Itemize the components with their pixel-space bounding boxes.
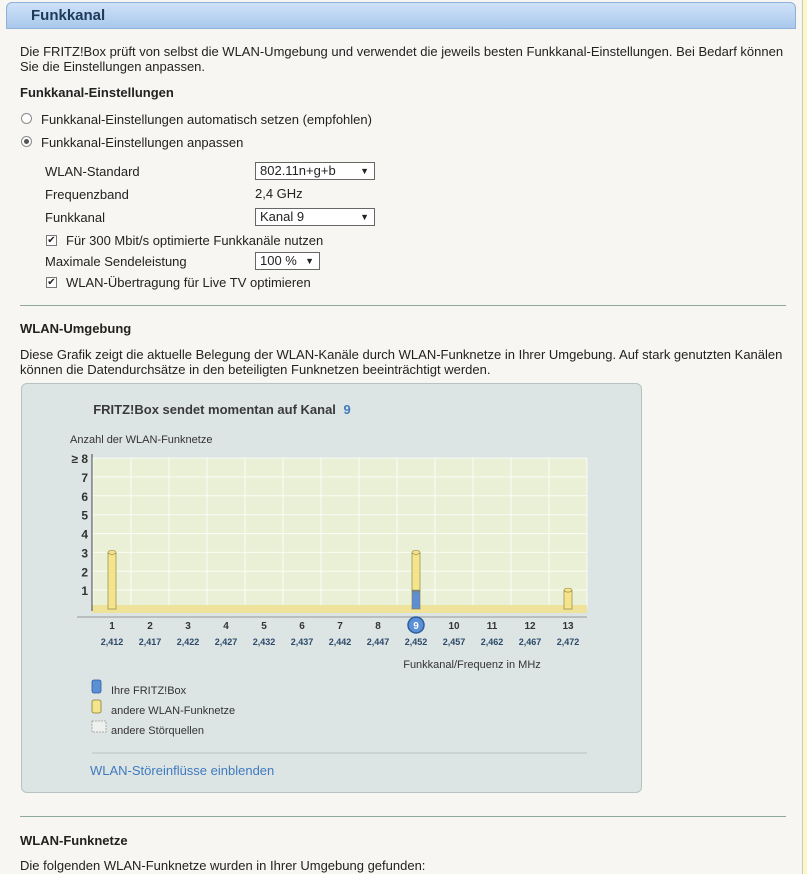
chart-title-channel: 9 xyxy=(343,402,351,417)
legend-label-interference: andere Störquellen xyxy=(111,725,204,737)
radio-auto-label[interactable]: Funkkanal-Einstellungen automatisch setzen (empfohlen) xyxy=(41,112,372,127)
x-axis-label: Funkkanal/Frequenz in MHz xyxy=(403,659,541,671)
x-tick-label: 6 xyxy=(299,621,305,632)
x-tick-label: 11 xyxy=(486,621,498,632)
wlan-standard-value: 802.11n+g+b xyxy=(260,163,336,178)
chart-legend xyxy=(92,680,235,737)
x-tick-label: 2 xyxy=(147,621,153,632)
frequency-label: 2,447 xyxy=(366,637,390,647)
wlan-standard-select[interactable] xyxy=(255,162,375,180)
chart-title xyxy=(93,402,351,417)
chevron-down-icon: ▼ xyxy=(305,256,314,266)
x-tick-label: 10 xyxy=(448,621,460,632)
bar-others-top xyxy=(564,588,572,592)
opt300-label[interactable]: Für 300 Mbit/s optimierte Funkkanäle nutzen xyxy=(66,233,324,248)
y-tick-label: ≥ 8 xyxy=(71,452,88,466)
y-tick-label: 7 xyxy=(81,470,88,485)
frequency-label: 2,437 xyxy=(290,637,314,647)
y-tick-label: 6 xyxy=(81,489,88,504)
frequency-label: 2,467 xyxy=(518,637,542,647)
frequency-label: 2,442 xyxy=(328,637,352,647)
frequency-label: 2,422 xyxy=(176,637,200,647)
x-tick-label: 13 xyxy=(562,621,574,632)
frequency-label: 2,427 xyxy=(214,637,238,647)
panel-header xyxy=(6,2,796,29)
bar-others xyxy=(108,552,116,609)
x-tick-label: 3 xyxy=(185,621,191,632)
intro-text: Die FRITZ!Box prüft von selbst die WLAN-Umgebung und verwendet die jeweils besten Funkkanal-Einstellungen. Bei Bedarf können Sie die Einstellungen anpassen. xyxy=(20,44,784,74)
y-tick-label: 3 xyxy=(81,546,88,561)
floor-band xyxy=(92,605,587,613)
channel-value: Kanal 9 xyxy=(260,209,305,224)
y-tick-label: 5 xyxy=(81,508,88,523)
chart-title-text: FRITZ!Box sendet momentan auf Kanal xyxy=(93,402,336,417)
channel-label: Funkkanal xyxy=(45,210,105,225)
chevron-down-icon: ▼ xyxy=(360,166,369,176)
x-tick-label: 5 xyxy=(261,621,267,632)
bar-others-top xyxy=(108,550,116,554)
legend-label-others: andere WLAN-Funknetze xyxy=(111,705,236,717)
livetv-label[interactable]: WLAN-Übertragung für Live TV optimieren xyxy=(66,275,311,290)
opt300-checkbox[interactable]: ✔ xyxy=(47,235,56,246)
frequency-value: 2,4 GHz xyxy=(255,186,303,201)
environment-text: Diese Grafik zeigt die aktuelle Belegung der WLAN-Kanäle durch WLAN-Funknetze in Ihrer Umgebung. Auf stark genutzten Kanälen können die Datendurchsätze in den beteiligten Funknetzen beeinträchtigt werden. xyxy=(20,347,783,377)
frequency-label: Frequenzband xyxy=(45,187,129,202)
wlan-chart-box xyxy=(21,383,642,793)
frequency-label: 2,472 xyxy=(556,637,580,647)
divider xyxy=(20,816,786,817)
chevron-down-icon: ▼ xyxy=(360,212,369,222)
power-label: Maximale Sendeleistung xyxy=(45,254,187,269)
y-tick-label: 4 xyxy=(81,527,88,542)
legend-label-own: Ihre FRITZ!Box xyxy=(111,685,187,697)
radio-auto[interactable] xyxy=(21,113,32,124)
x-tick-label: 8 xyxy=(375,621,381,632)
x-tick-label: 9 xyxy=(413,621,419,632)
wlan-channel-chart xyxy=(22,384,641,792)
x-tick-label: 1 xyxy=(109,621,115,632)
show-interference-link[interactable]: WLAN-Störeinflüsse einblenden xyxy=(90,763,275,778)
divider xyxy=(20,305,786,306)
frequency-label: 2,452 xyxy=(404,637,428,647)
frequency-label: 2,432 xyxy=(252,637,276,647)
bar-own xyxy=(412,590,420,609)
legend-swatch-interference xyxy=(92,721,106,732)
frequency-label: 2,412 xyxy=(100,637,124,647)
bar-others xyxy=(412,552,420,590)
wlan-standard-label: WLAN-Standard xyxy=(45,164,140,179)
frequency-label: 2,462 xyxy=(480,637,504,647)
frequency-label: 2,417 xyxy=(138,637,162,647)
bar-others-top xyxy=(412,550,420,554)
y-tick-label: 1 xyxy=(81,584,88,599)
legend-swatch-own xyxy=(92,680,101,693)
frequency-label: 2,457 xyxy=(442,637,466,647)
plot-area xyxy=(71,452,587,647)
legend-swatch-others xyxy=(92,700,101,713)
power-value: 100 % xyxy=(260,253,297,268)
y-axis-label: Anzahl der WLAN-Funknetze xyxy=(70,434,213,446)
radio-manual-label[interactable]: Funkkanal-Einstellungen anpassen xyxy=(41,135,244,150)
networks-text: Die folgenden WLAN-Funknetze wurden in Ihrer Umgebung gefunden: xyxy=(20,858,426,873)
radio-manual[interactable] xyxy=(21,136,32,147)
environment-heading: WLAN-Umgebung xyxy=(20,321,132,336)
x-tick-label: 7 xyxy=(337,621,343,632)
livetv-checkbox[interactable]: ✔ xyxy=(47,277,56,288)
x-tick-label: 4 xyxy=(223,621,229,632)
settings-heading: Funkkanal-Einstellungen xyxy=(20,85,174,100)
networks-heading: WLAN-Funknetze xyxy=(20,833,128,848)
page-title: Funkkanal xyxy=(31,7,106,24)
y-tick-label: 2 xyxy=(81,565,88,580)
power-select[interactable] xyxy=(255,252,320,270)
x-tick-label: 12 xyxy=(524,621,536,632)
channel-select[interactable] xyxy=(255,208,375,226)
bar-others xyxy=(564,590,572,609)
